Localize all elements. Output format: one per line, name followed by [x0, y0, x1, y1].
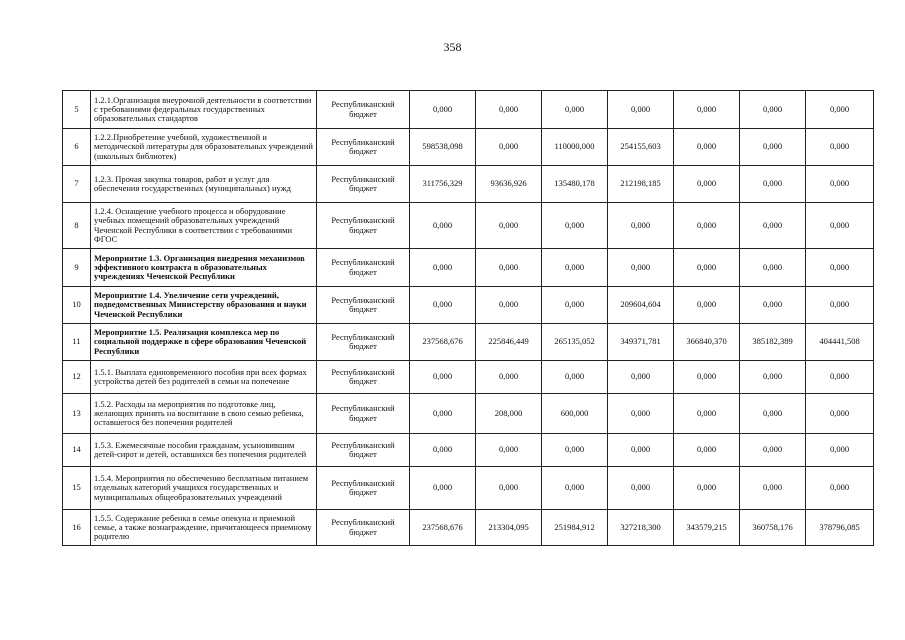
amount-cell: 404441,508 [806, 324, 874, 361]
amount-cell: 0,000 [740, 91, 806, 129]
table-row [63, 129, 874, 166]
amount-cell: 0,000 [410, 434, 476, 467]
row-number: 8 [63, 203, 91, 249]
amount-cell: 237568,676 [410, 510, 476, 546]
amount-cell: 208,000 [476, 394, 542, 434]
amount-cell: 0,000 [542, 467, 608, 510]
activity-name: Мероприятие 1.5. Реализация комплекса мер по социальной поддержке в сфере образования Чеченской Республики [91, 324, 317, 361]
amount-cell: 0,000 [410, 203, 476, 249]
funding-source: Республиканский бюджет [317, 324, 410, 361]
amount-cell: 0,000 [542, 434, 608, 467]
amount-cell: 378796,085 [806, 510, 874, 546]
row-number: 10 [63, 287, 91, 324]
amount-cell: 0,000 [674, 361, 740, 394]
amount-cell: 327218,300 [608, 510, 674, 546]
row-number: 16 [63, 510, 91, 546]
funding-source: Республиканский бюджет [317, 91, 410, 129]
amount-cell: 0,000 [542, 287, 608, 324]
amount-cell: 0,000 [806, 166, 874, 203]
row-number: 11 [63, 324, 91, 361]
amount-cell: 0,000 [740, 249, 806, 287]
amount-cell: 0,000 [476, 467, 542, 510]
amount-cell: 0,000 [674, 91, 740, 129]
amount-cell: 0,000 [740, 361, 806, 394]
funding-source: Республиканский бюджет [317, 394, 410, 434]
amount-cell: 0,000 [476, 361, 542, 394]
amount-cell: 0,000 [740, 467, 806, 510]
row-number: 6 [63, 129, 91, 166]
amount-cell: 0,000 [806, 394, 874, 434]
budget-table [62, 90, 874, 546]
row-number: 5 [63, 91, 91, 129]
amount-cell: 0,000 [410, 249, 476, 287]
amount-cell: 93636,926 [476, 166, 542, 203]
amount-cell: 0,000 [608, 467, 674, 510]
amount-cell: 0,000 [806, 203, 874, 249]
amount-cell: 0,000 [476, 249, 542, 287]
amount-cell: 0,000 [608, 249, 674, 287]
amount-cell: 0,000 [542, 203, 608, 249]
amount-cell: 600,000 [542, 394, 608, 434]
activity-name: 1.2.3. Прочая закупка товаров, работ и услуг для обеспечения государственных (муниципальных) нужд [91, 166, 317, 203]
amount-cell: 0,000 [806, 129, 874, 166]
amount-cell: 0,000 [740, 166, 806, 203]
amount-cell: 598538,098 [410, 129, 476, 166]
table-row [63, 166, 874, 203]
funding-source: Республиканский бюджет [317, 249, 410, 287]
funding-source: Республиканский бюджет [317, 361, 410, 394]
amount-cell: 0,000 [740, 434, 806, 467]
amount-cell: 0,000 [806, 249, 874, 287]
activity-name: 1.5.1. Выплата единовременного пособия при всех формах устройства детей без родителей в семьи на попечение [91, 361, 317, 394]
amount-cell: 0,000 [740, 287, 806, 324]
row-number: 7 [63, 166, 91, 203]
amount-cell: 209604,604 [608, 287, 674, 324]
amount-cell: 0,000 [542, 361, 608, 394]
table-row [63, 91, 874, 129]
table-row [63, 361, 874, 394]
amount-cell: 0,000 [410, 91, 476, 129]
amount-cell: 360758,176 [740, 510, 806, 546]
funding-source: Республиканский бюджет [317, 434, 410, 467]
amount-cell: 0,000 [806, 287, 874, 324]
table-row [63, 287, 874, 324]
amount-cell: 0,000 [608, 434, 674, 467]
amount-cell: 0,000 [542, 249, 608, 287]
row-number: 13 [63, 394, 91, 434]
amount-cell: 0,000 [674, 434, 740, 467]
activity-name: 1.5.5. Содержание ребенка в семье опекуна и приемной семье, а также вознаграждение, причитающееся приемному родителю [91, 510, 317, 546]
amount-cell: 0,000 [410, 467, 476, 510]
table-row [63, 324, 874, 361]
amount-cell: 0,000 [410, 287, 476, 324]
amount-cell: 0,000 [740, 129, 806, 166]
row-number: 14 [63, 434, 91, 467]
funding-source: Республиканский бюджет [317, 203, 410, 249]
amount-cell: 237568,676 [410, 324, 476, 361]
amount-cell: 0,000 [542, 91, 608, 129]
row-number: 15 [63, 467, 91, 510]
amount-cell: 0,000 [608, 394, 674, 434]
table-row [63, 394, 874, 434]
amount-cell: 251984,912 [542, 510, 608, 546]
amount-cell: 0,000 [674, 249, 740, 287]
amount-cell: 343579,215 [674, 510, 740, 546]
page-number: 358 [443, 40, 462, 54]
amount-cell: 225846,449 [476, 324, 542, 361]
amount-cell: 0,000 [740, 203, 806, 249]
amount-cell: 135480,178 [542, 166, 608, 203]
amount-cell: 212198,185 [608, 166, 674, 203]
row-number: 9 [63, 249, 91, 287]
amount-cell: 110000,000 [542, 129, 608, 166]
amount-cell: 366840,370 [674, 324, 740, 361]
amount-cell: 254155,603 [608, 129, 674, 166]
amount-cell: 0,000 [608, 91, 674, 129]
amount-cell: 0,000 [674, 394, 740, 434]
funding-source: Республиканский бюджет [317, 129, 410, 166]
amount-cell: 0,000 [410, 361, 476, 394]
table-row [63, 203, 874, 249]
activity-name: 1.2.4. Оснащение учебного процесса и оборудование учебных помещений образовательных учреждений Чеченской Республики в соответствии с требованиями ФГОС [91, 203, 317, 249]
amount-cell: 0,000 [476, 129, 542, 166]
row-number: 12 [63, 361, 91, 394]
amount-cell: 0,000 [806, 467, 874, 510]
amount-cell: 0,000 [410, 394, 476, 434]
amount-cell: 0,000 [674, 203, 740, 249]
activity-name: 1.5.3. Ежемесячные пособия гражданам, усыновившим детей-сирот и детей, оставшихся без попечения родителей [91, 434, 317, 467]
amount-cell: 0,000 [806, 361, 874, 394]
activity-name: 1.2.2.Приобретение учебной, художественной и методической литературы для образовательных учреждений (школьных библиотек) [91, 129, 317, 166]
amount-cell: 0,000 [476, 91, 542, 129]
activity-name: Мероприятие 1.4. Увеличение сети учреждений, подведомственных Министерству образования и науки Чеченской Республики [91, 287, 317, 324]
funding-source: Республиканский бюджет [317, 287, 410, 324]
amount-cell: 0,000 [674, 287, 740, 324]
amount-cell: 0,000 [608, 203, 674, 249]
table-row [63, 467, 874, 510]
amount-cell: 0,000 [476, 203, 542, 249]
amount-cell: 265135,052 [542, 324, 608, 361]
amount-cell: 311756,329 [410, 166, 476, 203]
activity-name: 1.5.4. Мероприятия по обеспечению бесплатным питанием отдельных категорий учащихся государственных и муниципальных общеобразовательных учреждений [91, 467, 317, 510]
activity-name: Мероприятие 1.3. Организация внедрения механизмов эффективного контракта в образовательных учреждениях Чеченской Республики [91, 249, 317, 287]
activity-name: 1.5.2. Расходы на мероприятия по подготовке лиц, желающих принять на воспитание в свою семью ребенка, оставшегося без попечения родителей [91, 394, 317, 434]
funding-source: Республиканский бюджет [317, 510, 410, 546]
amount-cell: 349371,781 [608, 324, 674, 361]
activity-name: 1.2.1.Организация внеурочной деятельности в соответствии с требованиями федеральных государственных образовательных стандартов [91, 91, 317, 129]
amount-cell: 0,000 [806, 434, 874, 467]
amount-cell: 385182,389 [740, 324, 806, 361]
amount-cell: 0,000 [674, 129, 740, 166]
table-row [63, 434, 874, 467]
funding-source: Республиканский бюджет [317, 166, 410, 203]
table-row [63, 510, 874, 546]
amount-cell: 0,000 [674, 166, 740, 203]
amount-cell: 0,000 [806, 91, 874, 129]
amount-cell: 213304,095 [476, 510, 542, 546]
amount-cell: 0,000 [740, 394, 806, 434]
amount-cell: 0,000 [608, 361, 674, 394]
table-row [63, 249, 874, 287]
amount-cell: 0,000 [476, 434, 542, 467]
amount-cell: 0,000 [476, 287, 542, 324]
amount-cell: 0,000 [674, 467, 740, 510]
funding-source: Республиканский бюджет [317, 467, 410, 510]
